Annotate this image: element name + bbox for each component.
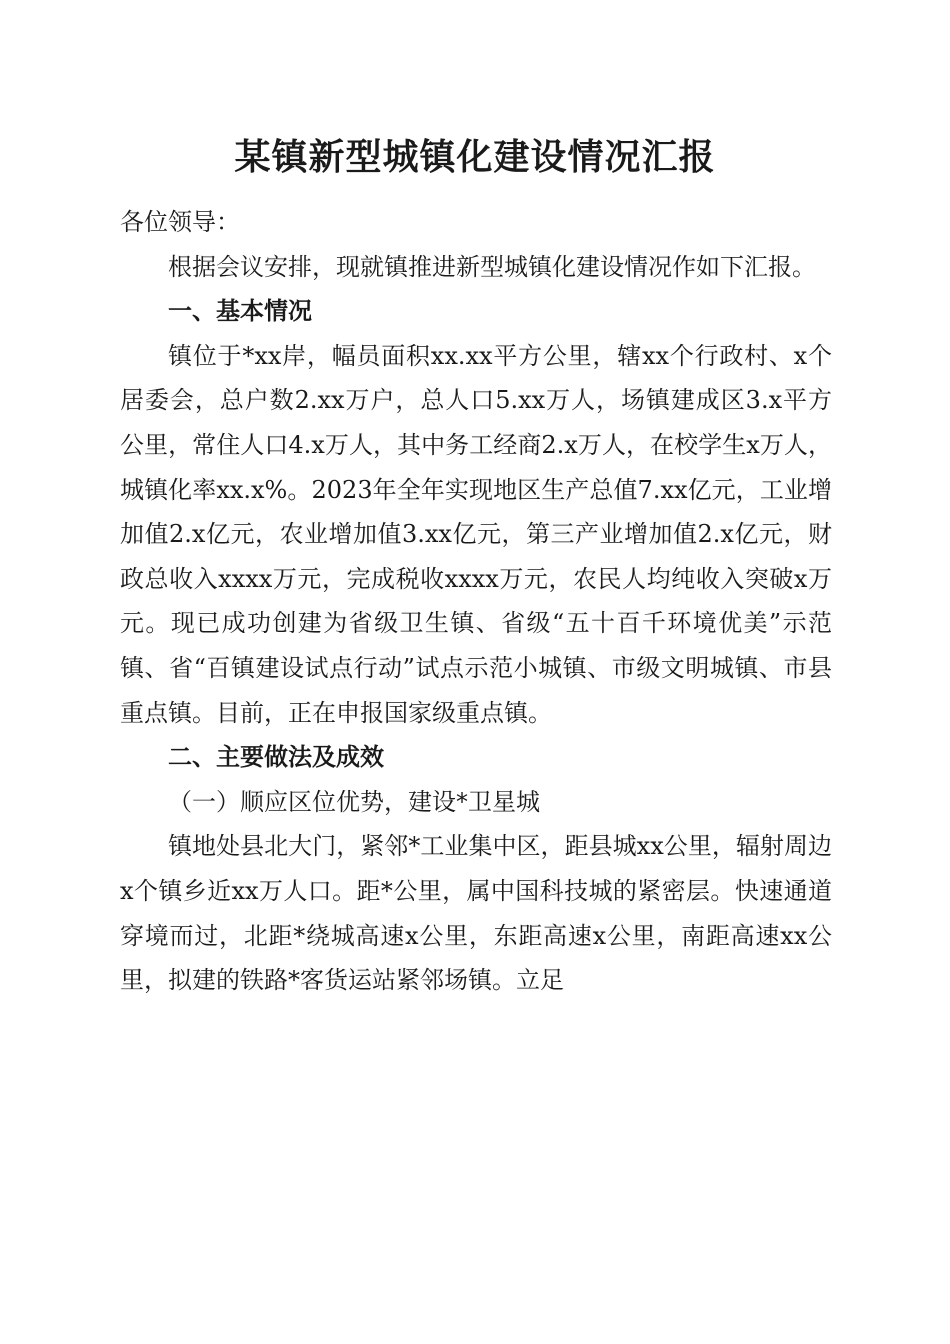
section-heading-main-practices: 二、主要做法及成效 — [168, 743, 384, 772]
basic-situation-paragraph: 镇位于*xx岸，幅员面积xx.xx平方公里，辖xx个行政村、x个居委会，总户数2.xx万户，总人口5.xx万人，场镇建成区3.x平方公里，常住人口4.x万人，其中务工经商2.x万人，在校学生x万人，城镇化率xx.x%。2023年全年实现地区生产总值7.xx亿元，工业增加值2.x亿元，农业增加值3.xx亿元，第三产业增加值2.x亿元，财政总收入xxxx万元，完成税收xxxx万元，农民人均纯收入突破x万元。现已成功创建为省级卫生镇、省级“五十百千环境优美”示范镇、省“百镇建设试点行动”试点示范小城镇、市级文明城镇、市县重点镇。目前，正在申报国家级重点镇。 — [120, 341, 832, 727]
document-title: 某镇新型城镇化建设情况汇报 — [234, 137, 716, 178]
location-advantage-paragraph: 镇地处县北大门，紧邻*工业集中区，距县城xx公里，辐射周边x个镇乡近xx万人口。距*公里，属中国科技城的紧密层。快速通道穿境而过，北距*绕城高速x公里，东距高速x公里，南距高速xx公里，拟建的铁路*客货运站紧邻场镇。立足 — [120, 832, 832, 995]
intro-paragraph: 根据会议安排，现就镇推进新型城镇化建设情况作如下汇报。 — [168, 252, 816, 281]
subsection-heading-location-advantage: （一）顺应区位优势，建设*卫星城 — [168, 787, 540, 816]
document-body — [120, 200, 832, 1003]
section-heading-basic-situation: 一、基本情况 — [168, 297, 312, 326]
salutation: 各位领导： — [120, 208, 240, 236]
